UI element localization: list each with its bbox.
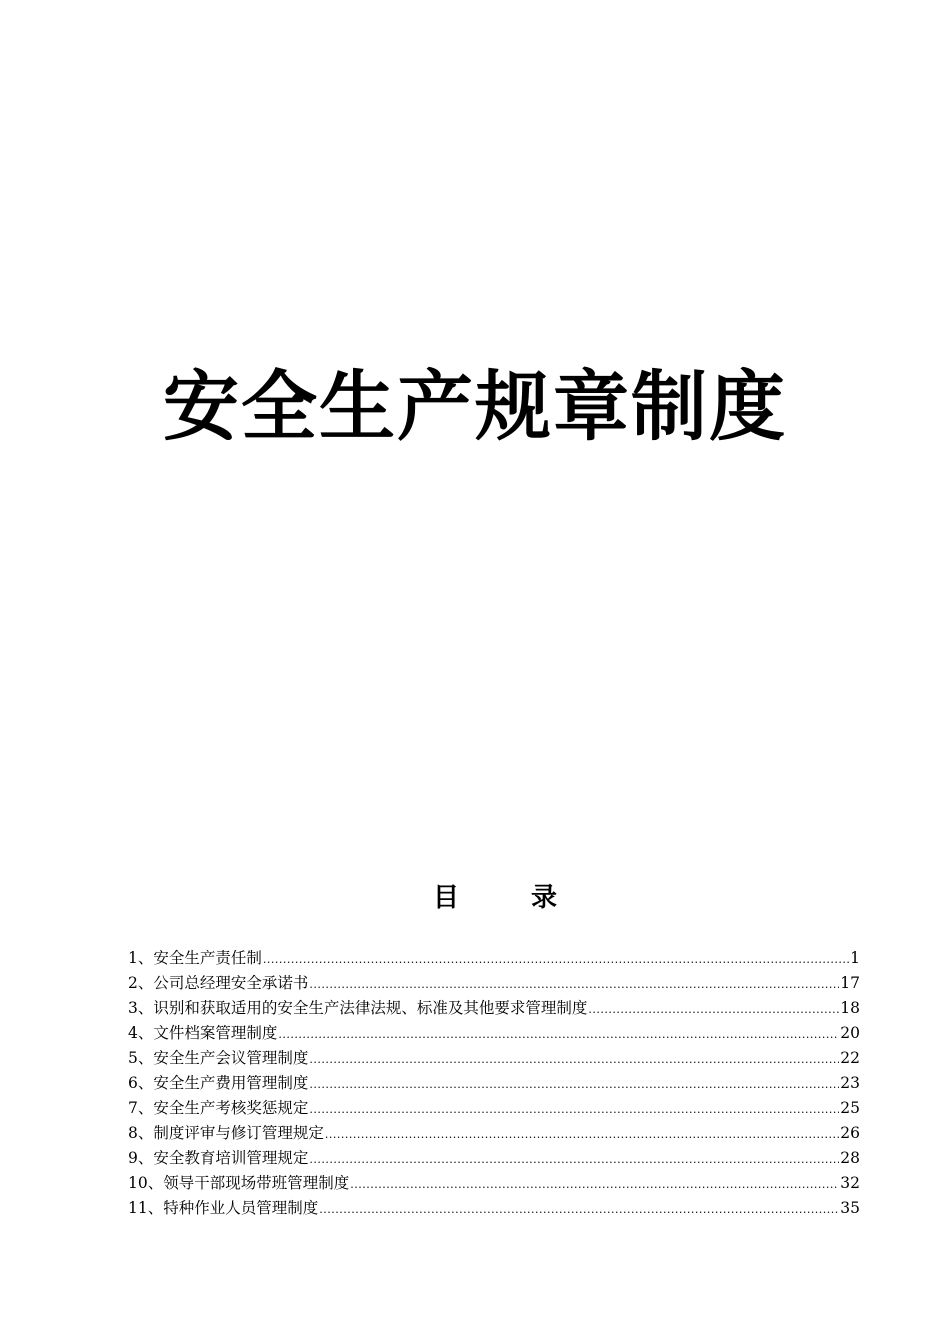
toc-dot-leader — [278, 1022, 839, 1047]
toc-entry[interactable] — [128, 1046, 860, 1071]
toc-entry-label: 6、安全生产费用管理制度 — [128, 1074, 309, 1092]
toc-entry-label: 2、公司总经理安全承诺书 — [128, 974, 309, 992]
table-of-contents — [128, 946, 860, 1221]
toc-entry-label: 9、安全教育培训管理规定 — [128, 1149, 309, 1167]
toc-entry[interactable] — [128, 1196, 860, 1221]
toc-dot-leader — [309, 1147, 839, 1172]
toc-entry-page: 17 — [840, 974, 860, 992]
toc-entry-page: 25 — [840, 1099, 860, 1117]
toc-dot-leader — [309, 1072, 839, 1097]
toc-entry-label: 1、安全生产责任制 — [128, 949, 262, 967]
toc-entry-page: 23 — [840, 1074, 860, 1092]
toc-entry-label: 11、特种作业人员管理制度 — [128, 1199, 319, 1217]
toc-entry-label: 7、安全生产考核奖惩规定 — [128, 1099, 309, 1117]
toc-entry-page: 26 — [840, 1124, 860, 1142]
toc-entry-page: 32 — [840, 1174, 860, 1192]
document-title: 安全生产规章制度 — [163, 362, 787, 451]
toc-entry-label: 4、文件档案管理制度 — [128, 1024, 278, 1042]
toc-dot-leader — [350, 1172, 839, 1197]
toc-entry[interactable] — [128, 1096, 860, 1121]
toc-dot-leader — [309, 1097, 839, 1122]
toc-entry-label: 10、领导干部现场带班管理制度 — [128, 1174, 350, 1192]
toc-dot-leader — [309, 1047, 839, 1072]
toc-entry-page: 20 — [840, 1024, 860, 1042]
toc-dot-leader — [325, 1122, 839, 1147]
toc-dot-leader — [319, 1197, 839, 1222]
toc-entry[interactable] — [128, 1021, 860, 1046]
toc-entry-label: 8、制度评审与修订管理规定 — [128, 1124, 324, 1142]
toc-heading-char-1: 目 — [432, 883, 459, 913]
toc-entry[interactable] — [128, 946, 860, 971]
toc-dot-leader — [309, 972, 839, 997]
toc-entry-label: 5、安全生产会议管理制度 — [128, 1049, 309, 1067]
toc-dot-leader — [263, 947, 849, 972]
toc-heading — [0, 880, 950, 916]
toc-entry-page: 22 — [840, 1049, 860, 1067]
toc-entry-label: 3、识别和获取适用的安全生产法律法规、标准及其他要求管理制度 — [128, 999, 588, 1017]
toc-entry-page: 28 — [840, 1149, 860, 1167]
toc-dot-leader — [588, 997, 839, 1022]
toc-entry-page: 1 — [850, 949, 860, 967]
toc-entry[interactable] — [128, 996, 860, 1021]
toc-entry[interactable] — [128, 1071, 860, 1096]
toc-heading-char-2: 录 — [531, 883, 558, 913]
toc-entry[interactable] — [128, 971, 860, 996]
toc-entry[interactable] — [128, 1121, 860, 1146]
toc-entry[interactable] — [128, 1146, 860, 1171]
toc-entry[interactable] — [128, 1171, 860, 1196]
toc-entry-page: 18 — [840, 999, 860, 1017]
toc-entry-page: 35 — [840, 1199, 860, 1217]
